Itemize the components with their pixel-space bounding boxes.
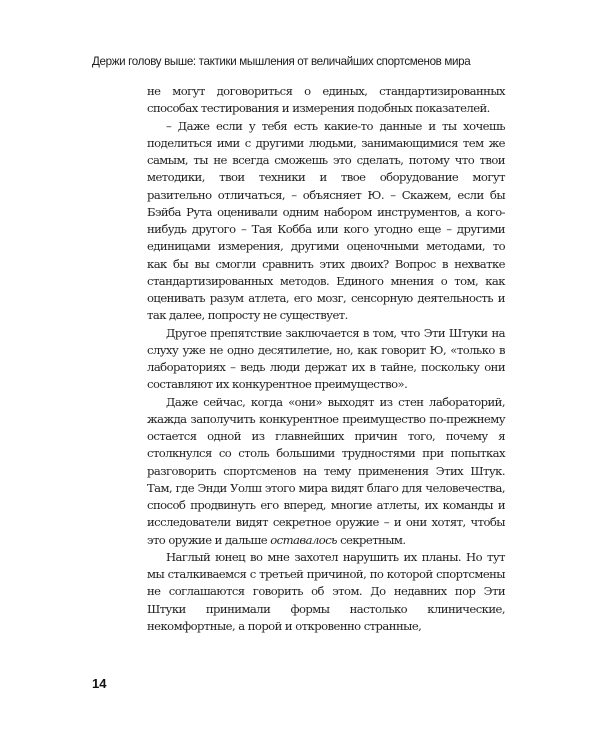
page-number: 14 <box>92 676 107 691</box>
paragraph-4-emphasis: оставалось <box>270 532 337 547</box>
body-text <box>147 83 505 635</box>
paragraph-4-tail: секретным. <box>336 532 406 547</box>
paragraph-2: – Даже если у тебя есть какие-то данные и ты хочешь поделиться ими с другими людьми, занимающимися тем же самым, ты не всегда сможешь это сделать, потому что твои методики, твои техники и твое оборудование могут разительно отличаться, – объясняет Ю. – Скажем, если бы Бэйба Рута оценивали одним набором инструментов, а кого-нибудь другого – Тая Кобба или кого угодно еще – другими единицами измерения, другими оценочными методами, то как бы вы смогли сравнить этих двоих? Вопрос в нехватке стандартизированных методов. Единого мнения о том, как оценивать разум атлета, его мозг, сенсорную деятельность и так далее, попросту не существует. <box>147 118 505 323</box>
paragraph-1: не могут договориться о единых, стандартизированных способах тестирования и измерения подобных показателей. <box>147 84 505 116</box>
running-head: Держи голову выше: тактики мышления от величайших спортсменов мира <box>92 55 471 68</box>
paragraph-4-text: Даже сейчас, когда «они» выходят из стен лабораторий, жажда заполучить конкурентное преимущество по-прежнему остается одной из главнейших причин того, почему я столкнулся со столь большими трудностями при попытках разговорить спортсменов на тему применения Этих Штук. Там, где Энди Уолш этого мира видят благо для человечества, способ продвинуть его вперед, многие атлеты, их команды и исследователи видят секретное оружие – и они хотят, чтобы это оружие и дальше <box>147 394 505 547</box>
paragraph-5: Наглый юнец во мне захотел нарушить их планы. Но тут мы сталкиваемся с третьей причиной, по которой спортсмены не соглашаются говорить об этом. До недавних пор Эти Штуки принимали формы настолько клинические, некомфортные, а порой и откровенно странные, <box>147 549 505 633</box>
paragraph-4 <box>147 394 505 549</box>
paragraph-3: Другое препятствие заключается в том, что Эти Штуки на слуху уже не одно десятилетие, но, как говорит Ю, «только в лабораториях – ведь люди держат их в тайне, поскольку они составляют их конкурентное преимущество». <box>147 325 505 392</box>
